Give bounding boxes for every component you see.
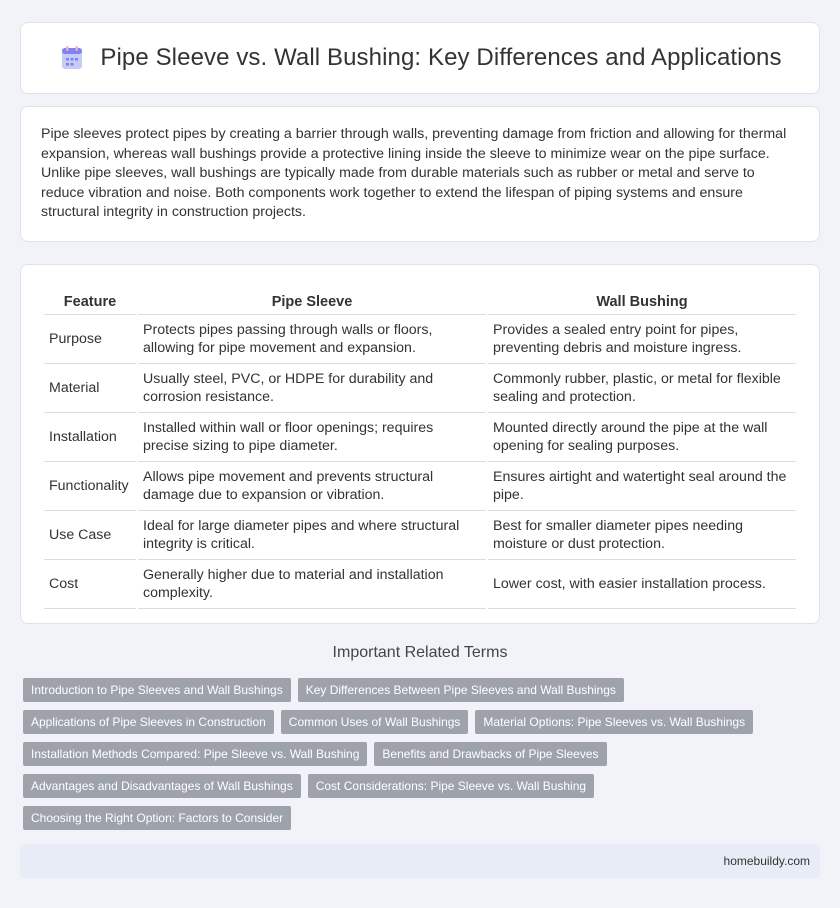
table-row <box>44 462 796 511</box>
row-pipe-sleeve: Installed within wall or floor openings; requires precise sizing to pipe diameter. <box>138 413 486 462</box>
row-wall-bushing: Provides a sealed entry point for pipes, preventing debris and moisture ingress. <box>488 315 796 364</box>
row-feature: Material <box>44 364 136 413</box>
row-feature: Installation <box>44 413 136 462</box>
row-pipe-sleeve: Generally higher due to material and installation complexity. <box>138 560 486 609</box>
footer <box>20 844 820 878</box>
table-row <box>44 413 796 462</box>
title-wrap <box>58 44 781 72</box>
row-wall-bushing: Commonly rubber, plastic, or metal for flexible sealing and protection. <box>488 364 796 413</box>
row-feature: Cost <box>44 560 136 609</box>
table-row <box>44 364 796 413</box>
comparison-table-card <box>20 264 820 624</box>
header-wall-bushing: Wall Bushing <box>488 285 796 315</box>
intro-paragraph: Pipe sleeves protect pipes by creating a barrier through walls, preventing damage from friction and allowing for thermal expansion, whereas wall bushings provide a protective lining inside the sleeve to minimize wear on the pipe surface. Unlike pipe sleeves, wall bushings are typically made from durable materials such as rubber or metal and serve to reduce vibration and noise. Both components work together to extend the lifespan of piping systems and ensure structural integrity in construction projects. <box>41 126 787 220</box>
table-row <box>44 560 796 609</box>
related-term-tag[interactable]: Choosing the Right Option: Factors to Consider <box>23 806 291 830</box>
related-terms-heading: Important Related Terms <box>332 644 508 661</box>
page-title: Pipe Sleeve vs. Wall Bushing: Key Differences and Applications <box>100 44 782 71</box>
row-pipe-sleeve: Usually steel, PVC, or HDPE for durability and corrosion resistance. <box>138 364 486 413</box>
related-term-tag[interactable]: Common Uses of Wall Bushings <box>281 710 469 734</box>
row-pipe-sleeve: Allows pipe movement and prevents structural damage due to expansion or vibration. <box>138 462 486 511</box>
row-feature: Purpose <box>44 315 136 364</box>
site-name[interactable]: homebuildy.com <box>723 854 810 868</box>
document-icon <box>58 44 86 72</box>
comparison-table <box>42 285 798 609</box>
related-term-tag[interactable]: Benefits and Drawbacks of Pipe Sleeves <box>374 742 606 766</box>
row-wall-bushing: Lower cost, with easier installation process. <box>488 560 796 609</box>
row-feature: Use Case <box>44 511 136 560</box>
table-row <box>44 315 796 364</box>
related-term-tag[interactable]: Introduction to Pipe Sleeves and Wall Bushings <box>23 678 291 702</box>
header-pipe-sleeve: Pipe Sleeve <box>138 285 486 315</box>
row-wall-bushing: Mounted directly around the pipe at the wall opening for sealing purposes. <box>488 413 796 462</box>
related-terms-list <box>23 678 818 830</box>
related-term-tag[interactable]: Cost Considerations: Pipe Sleeve vs. Wall Bushing <box>308 774 594 798</box>
related-term-tag[interactable]: Material Options: Pipe Sleeves vs. Wall Bushings <box>475 710 753 734</box>
row-feature: Functionality <box>44 462 136 511</box>
row-wall-bushing: Best for smaller diameter pipes needing moisture or dust protection. <box>488 511 796 560</box>
row-wall-bushing: Ensures airtight and watertight seal around the pipe. <box>488 462 796 511</box>
row-pipe-sleeve: Ideal for large diameter pipes and where structural integrity is critical. <box>138 511 486 560</box>
table-row <box>44 511 796 560</box>
header-card <box>20 22 820 94</box>
table-header-row <box>44 285 796 315</box>
related-term-tag[interactable]: Key Differences Between Pipe Sleeves and Wall Bushings <box>298 678 624 702</box>
related-term-tag[interactable]: Advantages and Disadvantages of Wall Bushings <box>23 774 301 798</box>
intro-card <box>20 106 820 242</box>
row-pipe-sleeve: Protects pipes passing through walls or floors, allowing for pipe movement and expansion. <box>138 315 486 364</box>
related-term-tag[interactable]: Installation Methods Compared: Pipe Sleeve vs. Wall Bushing <box>23 742 367 766</box>
related-term-tag[interactable]: Applications of Pipe Sleeves in Construction <box>23 710 274 734</box>
header-feature: Feature <box>44 285 136 315</box>
